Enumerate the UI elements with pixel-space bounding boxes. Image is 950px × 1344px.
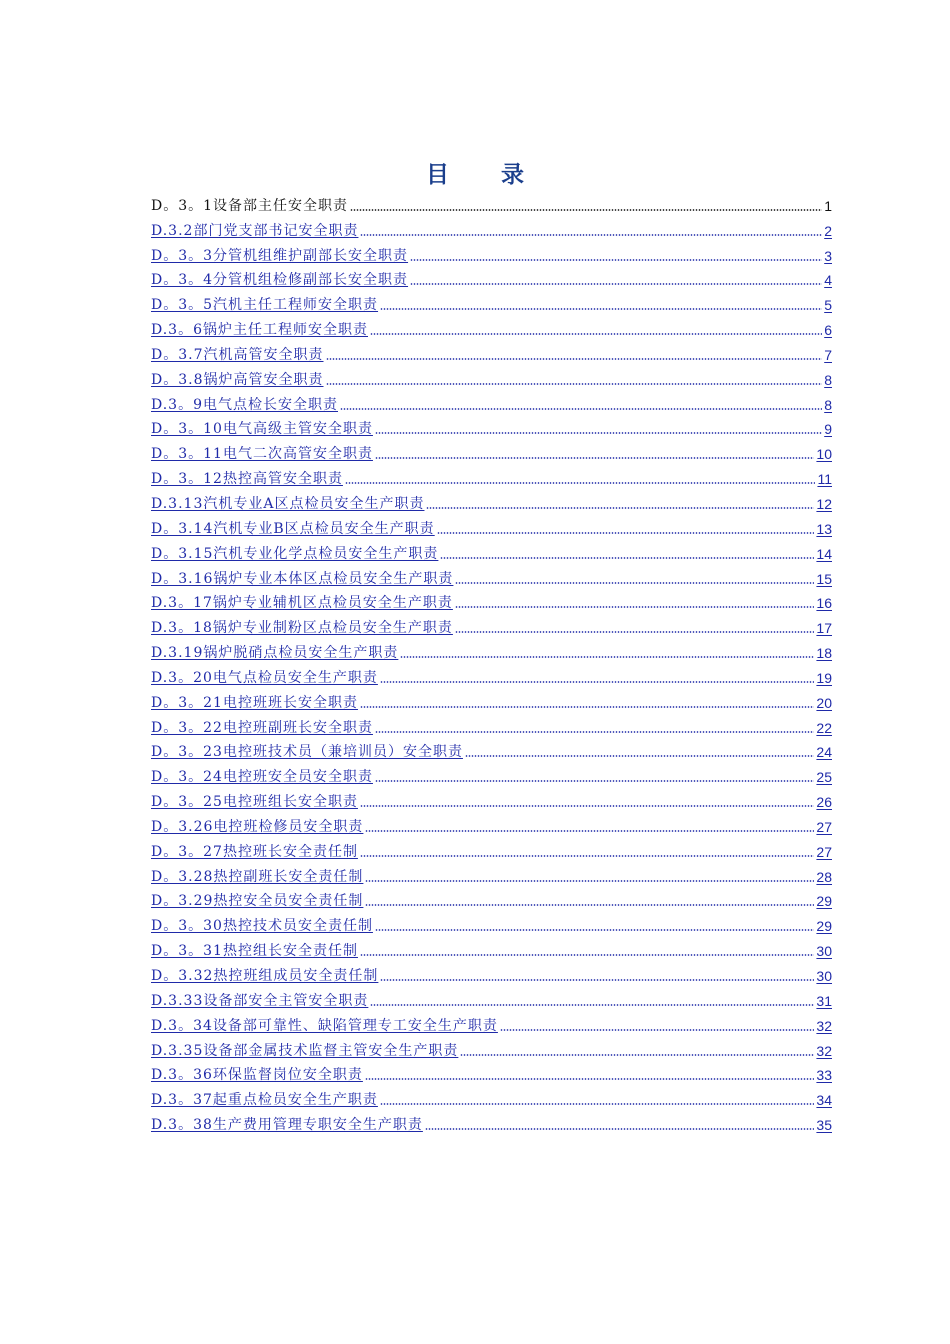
toc-entry-label: D.3。37起重点检员安全生产职责 xyxy=(151,1092,378,1109)
toc-entry-label: D.3。17锅炉专业辅机区点检员安全生产职责 xyxy=(151,595,453,612)
toc-entry-page-number: 35 xyxy=(816,1117,832,1134)
toc-dot-leader xyxy=(365,1078,815,1080)
toc-entry[interactable] xyxy=(151,240,832,265)
toc-dot-leader xyxy=(410,259,822,261)
toc-entry-label: D。3。31热控组长安全责任制 xyxy=(151,943,358,960)
toc-dot-leader xyxy=(370,1004,814,1006)
toc-entry[interactable] xyxy=(151,1035,832,1060)
toc-dot-leader xyxy=(375,929,814,931)
toc-entry[interactable] xyxy=(151,712,832,737)
toc-entry[interactable] xyxy=(151,215,832,240)
toc-dot-leader xyxy=(375,731,814,733)
toc-entry-label: D。3.26电控班检修员安全职责 xyxy=(151,818,364,835)
toc-entry-label: D。3。5汽机主任工程师安全职责 xyxy=(151,297,379,314)
toc-entry-page-number: 31 xyxy=(816,992,832,1009)
toc-dot-leader xyxy=(370,333,822,335)
toc-dot-leader xyxy=(380,308,822,310)
toc-dot-leader xyxy=(365,830,814,832)
toc-entry[interactable] xyxy=(151,662,832,687)
toc-entry-label: D。3。30热控技术员安全责任制 xyxy=(151,918,373,935)
toc-dot-leader xyxy=(326,383,823,385)
toc-dot-leader xyxy=(360,954,814,956)
toc-entry-label: D.3。20电气点检员安全生产职责 xyxy=(151,669,378,686)
toc-dot-leader xyxy=(425,1128,815,1130)
toc-entry[interactable] xyxy=(151,612,832,637)
toc-dot-leader xyxy=(410,283,822,285)
toc-entry-page-number: 3 xyxy=(824,247,832,264)
toc-entry-page-number: 17 xyxy=(816,620,832,637)
toc-entry-label: D.3。9电气点检长安全职责 xyxy=(151,396,338,413)
toc-entry[interactable] xyxy=(151,811,832,836)
toc-dot-leader xyxy=(455,631,815,633)
toc-dot-leader xyxy=(380,979,814,981)
toc-entry[interactable] xyxy=(151,1109,832,1134)
toc-dot-leader xyxy=(340,408,822,410)
toc-dot-leader xyxy=(400,656,814,658)
toc-entry-page-number: 32 xyxy=(816,1017,832,1034)
toc-entry-page-number: 27 xyxy=(816,818,832,835)
toc-entry-page-number: 32 xyxy=(816,1042,832,1059)
toc-entry-label: D.3。18锅炉专业制粉区点检员安全生产职责 xyxy=(151,620,453,637)
toc-entry-label: D。3.15汽机专业化学点检员安全生产职责 xyxy=(151,545,439,562)
toc-dot-leader xyxy=(380,1103,815,1105)
toc-dot-leader xyxy=(365,880,814,882)
toc-entry-label: D。3.29热控安全员安全责任制 xyxy=(151,893,364,910)
toc-entry[interactable] xyxy=(151,588,832,613)
toc-entry[interactable] xyxy=(151,364,832,389)
toc-entry-page-number: 5 xyxy=(824,297,832,314)
toc-entry-label: D。3。1设备部主任安全职责 xyxy=(151,197,349,214)
toc-dot-leader xyxy=(375,780,814,782)
toc-title: 目 录 xyxy=(425,161,546,188)
toc-entry[interactable] xyxy=(151,1060,832,1085)
toc-dot-leader xyxy=(380,681,815,683)
toc-dot-leader xyxy=(455,582,814,584)
toc-entry-page-number: 8 xyxy=(824,396,832,413)
toc-entry-page-number: 10 xyxy=(816,446,832,463)
toc-entry-page-number: 13 xyxy=(816,520,832,537)
toc-entry-page-number: 30 xyxy=(816,968,832,984)
toc-entry[interactable] xyxy=(151,960,832,985)
toc-entry[interactable] xyxy=(151,289,832,314)
toc-dot-leader xyxy=(360,234,822,236)
toc-entry-page-number: 34 xyxy=(816,1092,832,1109)
toc-entry-page-number: 14 xyxy=(816,545,832,562)
toc-entry-label: D。3。24电控班安全员安全职责 xyxy=(151,769,373,786)
toc-entry[interactable] xyxy=(151,985,832,1010)
toc-entry-page-number: 6 xyxy=(824,322,832,339)
toc-entry[interactable] xyxy=(151,438,832,463)
toc-entry-label: D。3.32热控班组成员安全责任制 xyxy=(151,968,379,984)
toc-dot-leader xyxy=(326,358,823,360)
toc-entry[interactable] xyxy=(151,314,832,339)
toc-entry[interactable] xyxy=(151,737,832,762)
toc-entry[interactable] xyxy=(151,538,832,563)
toc-entry-page-number: 8 xyxy=(824,371,832,388)
toc-entry-label: D.3。34设备部可靠性、缺陷管理专工安全生产职责 xyxy=(151,1017,498,1034)
toc-entry-page-number: 22 xyxy=(816,719,832,736)
toc-entry[interactable] xyxy=(151,637,832,662)
toc-entry-page-number: 19 xyxy=(816,669,832,686)
toc-entry-page-number: 33 xyxy=(816,1067,832,1084)
toc-dot-leader xyxy=(345,482,816,484)
toc-entry-page-number: 11 xyxy=(817,471,832,488)
toc-entry-page-number: 7 xyxy=(824,346,832,363)
toc-entry-page-number: 16 xyxy=(816,595,832,612)
toc-entry-label: D。3.7汽机高管安全职责 xyxy=(151,346,324,363)
toc-entry-label: D。3。22电控班副班长安全职责 xyxy=(151,719,373,736)
toc-entry[interactable] xyxy=(151,1084,832,1109)
toc-dot-leader xyxy=(500,1029,815,1031)
toc-entry-page-number: 24 xyxy=(816,744,832,761)
toc-entry-page-number: 26 xyxy=(816,794,832,811)
toc-entry-page-number: 12 xyxy=(816,495,832,512)
toc-entry[interactable] xyxy=(151,414,832,439)
toc-entry[interactable] xyxy=(151,190,832,215)
toc-entry-page-number: 4 xyxy=(824,272,832,289)
toc-dot-leader xyxy=(375,457,814,459)
toc-entry[interactable] xyxy=(151,563,832,588)
toc-entry-label: D。3。27热控班长安全责任制 xyxy=(151,843,358,860)
toc-entry-page-number: 28 xyxy=(816,868,832,885)
toc-entry-page-number: 18 xyxy=(816,645,832,662)
toc-entry[interactable] xyxy=(151,1010,832,1035)
toc-entry-label: D。3。23电控班技术员（兼培训员）安全职责 xyxy=(151,744,463,761)
toc-entry-label: D。3。21电控班班长安全职责 xyxy=(151,694,358,711)
toc-dot-leader xyxy=(360,855,814,857)
toc-entry-label: D.3。36环保监督岗位安全职责 xyxy=(151,1067,363,1084)
toc-entry[interactable] xyxy=(151,339,832,364)
toc-entry-label: D。3。12热控高管安全职责 xyxy=(151,471,343,488)
toc-entry-page-number: 9 xyxy=(824,421,832,438)
toc-dot-leader xyxy=(350,209,822,211)
toc-entry-label: D.3。38生产费用管理专职安全生产职责 xyxy=(151,1117,423,1134)
toc-entry-label: D.3.2部门党支部书记安全职责 xyxy=(151,222,359,239)
toc-entry-label: D。3.16锅炉专业本体区点检员安全生产职责 xyxy=(151,570,454,587)
toc-entry-label: D。3。3分管机组维护副部长安全职责 xyxy=(151,247,409,264)
toc-entry[interactable] xyxy=(151,935,832,960)
toc-dot-leader xyxy=(365,904,814,906)
toc-entry-page-number: 29 xyxy=(816,918,832,935)
toc-entry-label: D。3。4分管机组检修副部长安全职责 xyxy=(151,272,409,289)
toc-entry-label: D。3.14汽机专业B区点检员安全生产职责 xyxy=(151,520,435,537)
toc-entry[interactable] xyxy=(151,265,832,290)
toc-entry-page-number: 20 xyxy=(816,694,832,711)
toc-entry[interactable] xyxy=(151,687,832,712)
toc-entry-page-number: 2 xyxy=(824,222,832,239)
toc-dot-leader xyxy=(437,532,815,534)
toc-entry-label: D。3.8锅炉高管安全职责 xyxy=(151,371,324,388)
toc-dot-leader xyxy=(465,755,814,757)
toc-entry-label: D.3.35设备部金属技术监督主管安全生产职责 xyxy=(151,1042,459,1059)
toc-entry[interactable] xyxy=(151,389,832,414)
toc-entry[interactable] xyxy=(151,910,832,935)
toc-entry[interactable] xyxy=(151,836,832,861)
toc-entry-page-number: 1 xyxy=(824,197,832,214)
toc-dot-leader xyxy=(375,432,822,434)
toc-entry[interactable] xyxy=(151,488,832,513)
toc-entry-page-number: 29 xyxy=(816,893,832,910)
toc-entry[interactable] xyxy=(151,861,832,886)
toc-entry-label: D.3.13汽机专业A区点检员安全生产职责 xyxy=(151,495,425,512)
toc-entry-label: D.3。6锅炉主任工程师安全职责 xyxy=(151,322,368,339)
toc-entry-page-number: 30 xyxy=(816,943,832,960)
toc-entry-page-number: 27 xyxy=(816,843,832,860)
toc-entry[interactable] xyxy=(151,786,832,811)
toc-entry-label: D。3。10电气高级主管安全职责 xyxy=(151,421,373,438)
toc-entry[interactable] xyxy=(151,463,832,488)
toc-entry[interactable] xyxy=(151,886,832,911)
toc-dot-leader xyxy=(360,706,814,708)
toc-entry-label: D.3.19锅炉脱硝点检员安全生产职责 xyxy=(151,645,399,662)
toc-dot-leader xyxy=(460,1054,814,1056)
toc-dot-leader xyxy=(360,805,814,807)
toc-entry-label: D。3。11电气二次高管安全职责 xyxy=(151,446,373,463)
toc-entry-label: D。3。25电控班组长安全职责 xyxy=(151,794,358,811)
toc-entry-page-number: 15 xyxy=(816,570,832,587)
toc-dot-leader xyxy=(440,557,814,559)
toc-entry-page-number: 25 xyxy=(816,769,832,786)
toc-entry[interactable] xyxy=(151,513,832,538)
toc-dot-leader xyxy=(455,606,815,608)
table-of-contents xyxy=(151,190,832,1134)
toc-entry-label: D。3.28热控副班长安全责任制 xyxy=(151,868,364,885)
toc-dot-leader xyxy=(426,507,814,509)
toc-entry-label: D.3.33设备部安全主管安全职责 xyxy=(151,992,369,1009)
toc-entry[interactable] xyxy=(151,761,832,786)
